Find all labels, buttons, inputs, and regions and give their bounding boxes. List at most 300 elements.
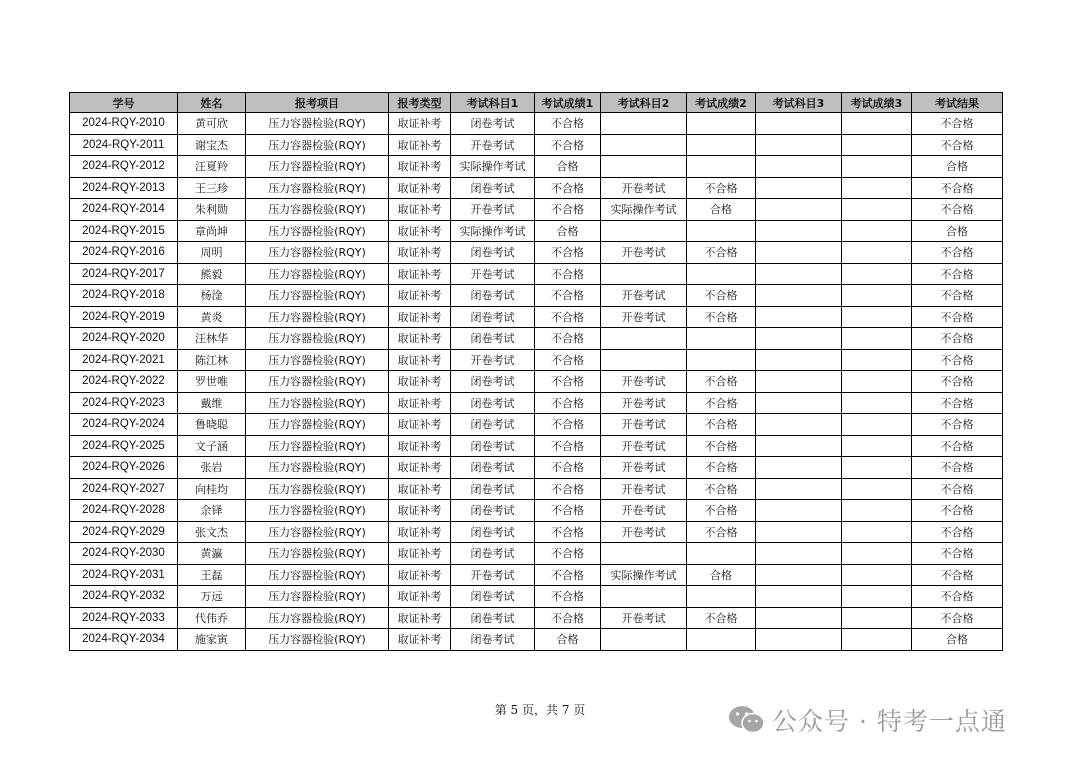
subject-2-cell: 开卷考试 (601, 521, 687, 543)
score-2-cell: 不合格 (687, 500, 756, 522)
subject-3-cell (756, 263, 842, 285)
score-1-cell: 不合格 (535, 607, 601, 629)
score-2-cell (687, 543, 756, 565)
subject-1-cell: 闭卷考试 (451, 242, 535, 264)
score-3-cell (842, 543, 912, 565)
score-2-cell (687, 113, 756, 135)
score-1-cell: 合格 (535, 220, 601, 242)
project-cell: 压力容器检验(RQY) (246, 199, 389, 221)
header-score-3: 考试成绩3 (842, 93, 912, 113)
subject-3-cell (756, 199, 842, 221)
subject-2-cell: 开卷考试 (601, 306, 687, 328)
result-cell: 不合格 (912, 134, 1003, 156)
subject-3-cell (756, 435, 842, 457)
table-row (70, 629, 1003, 651)
table-row (70, 500, 1003, 522)
score-2-cell: 不合格 (687, 285, 756, 307)
subject-1-cell: 开卷考试 (451, 564, 535, 586)
table-row (70, 607, 1003, 629)
student-id-cell: 2024-RQY-2025 (70, 435, 178, 457)
project-cell: 压力容器检验(RQY) (246, 220, 389, 242)
score-1-cell: 不合格 (535, 242, 601, 264)
name-cell: 陈江林 (178, 349, 246, 371)
score-3-cell (842, 478, 912, 500)
score-3-cell (842, 521, 912, 543)
score-3-cell (842, 371, 912, 393)
score-3-cell (842, 586, 912, 608)
score-1-cell: 不合格 (535, 586, 601, 608)
student-id-cell: 2024-RQY-2010 (70, 113, 178, 135)
score-2-cell (687, 156, 756, 178)
student-id-cell: 2024-RQY-2020 (70, 328, 178, 350)
subject-2-cell: 开卷考试 (601, 478, 687, 500)
subject-2-cell: 实际操作考试 (601, 564, 687, 586)
project-cell: 压力容器检验(RQY) (246, 435, 389, 457)
score-3-cell (842, 263, 912, 285)
result-cell: 不合格 (912, 113, 1003, 135)
type-cell: 取证补考 (389, 586, 451, 608)
subject-3-cell (756, 543, 842, 565)
table-row (70, 586, 1003, 608)
header-subject-3: 考试科目3 (756, 93, 842, 113)
result-cell: 不合格 (912, 607, 1003, 629)
result-cell: 不合格 (912, 543, 1003, 565)
project-cell: 压力容器检验(RQY) (246, 177, 389, 199)
type-cell: 取证补考 (389, 328, 451, 350)
type-cell: 取证补考 (389, 564, 451, 586)
score-3-cell (842, 199, 912, 221)
student-id-cell: 2024-RQY-2034 (70, 629, 178, 651)
student-id-cell: 2024-RQY-2018 (70, 285, 178, 307)
type-cell: 取证补考 (389, 414, 451, 436)
subject-1-cell: 闭卷考试 (451, 500, 535, 522)
project-cell: 压力容器检验(RQY) (246, 586, 389, 608)
type-cell: 取证补考 (389, 242, 451, 264)
student-id-cell: 2024-RQY-2017 (70, 263, 178, 285)
score-3-cell (842, 607, 912, 629)
project-cell: 压力容器检验(RQY) (246, 328, 389, 350)
subject-2-cell (601, 156, 687, 178)
subject-1-cell: 闭卷考试 (451, 457, 535, 479)
project-cell: 压力容器检验(RQY) (246, 263, 389, 285)
score-2-cell: 不合格 (687, 392, 756, 414)
project-cell: 压力容器检验(RQY) (246, 543, 389, 565)
subject-1-cell: 闭卷考试 (451, 328, 535, 350)
name-cell: 汪林华 (178, 328, 246, 350)
score-2-cell: 不合格 (687, 242, 756, 264)
score-3-cell (842, 457, 912, 479)
project-cell: 压力容器检验(RQY) (246, 607, 389, 629)
table-row (70, 113, 1003, 135)
subject-1-cell: 闭卷考试 (451, 177, 535, 199)
table-row (70, 328, 1003, 350)
type-cell: 取证补考 (389, 220, 451, 242)
subject-1-cell: 闭卷考试 (451, 392, 535, 414)
score-2-cell: 不合格 (687, 435, 756, 457)
subject-2-cell (601, 629, 687, 651)
watermark (728, 700, 1007, 740)
student-id-cell: 2024-RQY-2023 (70, 392, 178, 414)
score-1-cell: 不合格 (535, 134, 601, 156)
result-cell: 不合格 (912, 392, 1003, 414)
name-cell: 黄可欣 (178, 113, 246, 135)
score-3-cell (842, 435, 912, 457)
type-cell: 取证补考 (389, 478, 451, 500)
result-cell: 不合格 (912, 414, 1003, 436)
name-cell: 谢宝杰 (178, 134, 246, 156)
subject-1-cell: 闭卷考试 (451, 586, 535, 608)
name-cell: 王三珍 (178, 177, 246, 199)
project-cell: 压力容器检验(RQY) (246, 478, 389, 500)
student-id-cell: 2024-RQY-2016 (70, 242, 178, 264)
subject-1-cell: 闭卷考试 (451, 543, 535, 565)
subject-3-cell (756, 156, 842, 178)
score-1-cell: 不合格 (535, 371, 601, 393)
student-id-cell: 2024-RQY-2029 (70, 521, 178, 543)
subject-3-cell (756, 371, 842, 393)
header-student-id: 学号 (70, 93, 178, 113)
result-cell: 不合格 (912, 500, 1003, 522)
score-1-cell: 不合格 (535, 349, 601, 371)
type-cell: 取证补考 (389, 306, 451, 328)
result-cell: 不合格 (912, 306, 1003, 328)
score-1-cell: 不合格 (535, 285, 601, 307)
score-2-cell: 不合格 (687, 457, 756, 479)
project-cell: 压力容器检验(RQY) (246, 564, 389, 586)
score-1-cell: 不合格 (535, 263, 601, 285)
name-cell: 朱利勋 (178, 199, 246, 221)
subject-1-cell: 开卷考试 (451, 199, 535, 221)
header-project: 报考项目 (246, 93, 389, 113)
type-cell: 取证补考 (389, 629, 451, 651)
subject-3-cell (756, 349, 842, 371)
result-cell: 不合格 (912, 435, 1003, 457)
subject-2-cell: 开卷考试 (601, 242, 687, 264)
student-id-cell: 2024-RQY-2024 (70, 414, 178, 436)
score-3-cell (842, 156, 912, 178)
subject-1-cell: 闭卷考试 (451, 371, 535, 393)
name-cell: 向桂均 (178, 478, 246, 500)
subject-2-cell: 开卷考试 (601, 414, 687, 436)
project-cell: 压力容器检验(RQY) (246, 306, 389, 328)
project-cell: 压力容器检验(RQY) (246, 242, 389, 264)
score-1-cell: 不合格 (535, 457, 601, 479)
header-type: 报考类型 (389, 93, 451, 113)
score-3-cell (842, 629, 912, 651)
result-cell: 不合格 (912, 263, 1003, 285)
subject-3-cell (756, 629, 842, 651)
score-2-cell: 不合格 (687, 521, 756, 543)
score-1-cell: 不合格 (535, 306, 601, 328)
score-3-cell (842, 500, 912, 522)
subject-1-cell: 闭卷考试 (451, 629, 535, 651)
score-1-cell: 不合格 (535, 521, 601, 543)
name-cell: 张岩 (178, 457, 246, 479)
result-cell: 不合格 (912, 199, 1003, 221)
name-cell: 张文杰 (178, 521, 246, 543)
subject-1-cell: 开卷考试 (451, 134, 535, 156)
subject-1-cell: 闭卷考试 (451, 414, 535, 436)
score-3-cell (842, 113, 912, 135)
score-3-cell (842, 328, 912, 350)
subject-2-cell: 开卷考试 (601, 392, 687, 414)
student-id-cell: 2024-RQY-2012 (70, 156, 178, 178)
subject-3-cell (756, 285, 842, 307)
subject-2-cell: 开卷考试 (601, 457, 687, 479)
header-subject-1: 考试科目1 (451, 93, 535, 113)
score-1-cell: 合格 (535, 629, 601, 651)
project-cell: 压力容器检验(RQY) (246, 500, 389, 522)
subject-2-cell (601, 134, 687, 156)
table-row (70, 457, 1003, 479)
name-cell: 黄炎 (178, 306, 246, 328)
name-cell: 章尚坤 (178, 220, 246, 242)
results-table (69, 92, 1003, 651)
student-id-cell: 2024-RQY-2019 (70, 306, 178, 328)
name-cell: 熊毅 (178, 263, 246, 285)
table-row (70, 285, 1003, 307)
table-row (70, 263, 1003, 285)
page-number: 第 5 页，共 7 页 (494, 703, 586, 717)
score-2-cell: 不合格 (687, 306, 756, 328)
type-cell: 取证补考 (389, 134, 451, 156)
result-cell: 不合格 (912, 521, 1003, 543)
name-cell: 文子涵 (178, 435, 246, 457)
table-header-row (70, 93, 1003, 113)
subject-3-cell (756, 177, 842, 199)
score-3-cell (842, 220, 912, 242)
score-3-cell (842, 392, 912, 414)
project-cell: 压力容器检验(RQY) (246, 457, 389, 479)
score-1-cell: 不合格 (535, 543, 601, 565)
subject-1-cell: 开卷考试 (451, 349, 535, 371)
subject-2-cell (601, 543, 687, 565)
subject-1-cell: 实际操作考试 (451, 156, 535, 178)
subject-3-cell (756, 457, 842, 479)
name-cell: 代伟乔 (178, 607, 246, 629)
student-id-cell: 2024-RQY-2032 (70, 586, 178, 608)
score-2-cell: 合格 (687, 564, 756, 586)
subject-3-cell (756, 521, 842, 543)
table-row (70, 392, 1003, 414)
score-1-cell: 不合格 (535, 392, 601, 414)
result-cell: 不合格 (912, 177, 1003, 199)
subject-2-cell (601, 328, 687, 350)
subject-1-cell: 闭卷考试 (451, 478, 535, 500)
table-row (70, 242, 1003, 264)
student-id-cell: 2024-RQY-2022 (70, 371, 178, 393)
type-cell: 取证补考 (389, 607, 451, 629)
type-cell: 取证补考 (389, 543, 451, 565)
subject-1-cell: 实际操作考试 (451, 220, 535, 242)
name-cell: 罗世唯 (178, 371, 246, 393)
score-1-cell: 不合格 (535, 177, 601, 199)
subject-3-cell (756, 586, 842, 608)
score-1-cell: 不合格 (535, 564, 601, 586)
subject-1-cell: 开卷考试 (451, 263, 535, 285)
name-cell: 余铎 (178, 500, 246, 522)
type-cell: 取证补考 (389, 349, 451, 371)
project-cell: 压力容器检验(RQY) (246, 156, 389, 178)
subject-2-cell: 开卷考试 (601, 371, 687, 393)
subject-3-cell (756, 392, 842, 414)
table-row (70, 521, 1003, 543)
project-cell: 压力容器检验(RQY) (246, 113, 389, 135)
table-row (70, 199, 1003, 221)
result-cell: 合格 (912, 220, 1003, 242)
project-cell: 压力容器检验(RQY) (246, 414, 389, 436)
table-row (70, 220, 1003, 242)
subject-3-cell (756, 113, 842, 135)
header-score-2: 考试成绩2 (687, 93, 756, 113)
type-cell: 取证补考 (389, 435, 451, 457)
result-cell: 不合格 (912, 478, 1003, 500)
score-3-cell (842, 242, 912, 264)
score-2-cell: 合格 (687, 199, 756, 221)
result-cell: 不合格 (912, 457, 1003, 479)
score-3-cell (842, 285, 912, 307)
result-cell: 不合格 (912, 349, 1003, 371)
result-cell: 不合格 (912, 564, 1003, 586)
student-id-cell: 2024-RQY-2026 (70, 457, 178, 479)
score-2-cell: 不合格 (687, 414, 756, 436)
project-cell: 压力容器检验(RQY) (246, 285, 389, 307)
name-cell: 施家寅 (178, 629, 246, 651)
score-1-cell: 不合格 (535, 478, 601, 500)
table-row (70, 371, 1003, 393)
score-1-cell: 不合格 (535, 435, 601, 457)
table-body (70, 113, 1003, 651)
score-3-cell (842, 414, 912, 436)
student-id-cell: 2024-RQY-2015 (70, 220, 178, 242)
student-id-cell: 2024-RQY-2011 (70, 134, 178, 156)
name-cell: 鲁晓聪 (178, 414, 246, 436)
header-subject-2: 考试科目2 (601, 93, 687, 113)
table-row (70, 349, 1003, 371)
subject-3-cell (756, 414, 842, 436)
score-1-cell: 不合格 (535, 328, 601, 350)
type-cell: 取证补考 (389, 199, 451, 221)
score-2-cell (687, 586, 756, 608)
result-cell: 合格 (912, 629, 1003, 651)
score-1-cell: 不合格 (535, 414, 601, 436)
score-2-cell: 不合格 (687, 177, 756, 199)
name-cell: 杨淦 (178, 285, 246, 307)
type-cell: 取证补考 (389, 521, 451, 543)
subject-3-cell (756, 328, 842, 350)
type-cell: 取证补考 (389, 177, 451, 199)
subject-2-cell (601, 220, 687, 242)
type-cell: 取证补考 (389, 285, 451, 307)
subject-3-cell (756, 607, 842, 629)
type-cell: 取证补考 (389, 156, 451, 178)
type-cell: 取证补考 (389, 457, 451, 479)
student-id-cell: 2024-RQY-2033 (70, 607, 178, 629)
subject-3-cell (756, 220, 842, 242)
type-cell: 取证补考 (389, 392, 451, 414)
score-1-cell: 不合格 (535, 199, 601, 221)
project-cell: 压力容器检验(RQY) (246, 521, 389, 543)
subject-1-cell: 闭卷考试 (451, 306, 535, 328)
subject-2-cell (601, 349, 687, 371)
score-2-cell (687, 134, 756, 156)
subject-2-cell: 开卷考试 (601, 607, 687, 629)
subject-2-cell: 实际操作考试 (601, 199, 687, 221)
student-id-cell: 2024-RQY-2021 (70, 349, 178, 371)
table-row (70, 306, 1003, 328)
subject-2-cell (601, 586, 687, 608)
project-cell: 压力容器检验(RQY) (246, 392, 389, 414)
subject-3-cell (756, 306, 842, 328)
project-cell: 压力容器检验(RQY) (246, 349, 389, 371)
score-2-cell (687, 349, 756, 371)
score-2-cell: 不合格 (687, 478, 756, 500)
result-cell: 不合格 (912, 371, 1003, 393)
header-name: 姓名 (178, 93, 246, 113)
subject-2-cell: 开卷考试 (601, 435, 687, 457)
table-row (70, 478, 1003, 500)
score-2-cell: 不合格 (687, 371, 756, 393)
student-id-cell: 2024-RQY-2013 (70, 177, 178, 199)
subject-3-cell (756, 500, 842, 522)
subject-2-cell: 开卷考试 (601, 285, 687, 307)
table-row (70, 564, 1003, 586)
table-row (70, 177, 1003, 199)
project-cell: 压力容器检验(RQY) (246, 134, 389, 156)
subject-3-cell (756, 564, 842, 586)
name-cell: 王磊 (178, 564, 246, 586)
subject-1-cell: 闭卷考试 (451, 285, 535, 307)
score-3-cell (842, 349, 912, 371)
subject-1-cell: 闭卷考试 (451, 435, 535, 457)
student-id-cell: 2024-RQY-2028 (70, 500, 178, 522)
student-id-cell: 2024-RQY-2030 (70, 543, 178, 565)
type-cell: 取证补考 (389, 263, 451, 285)
type-cell: 取证补考 (389, 113, 451, 135)
subject-3-cell (756, 242, 842, 264)
project-cell: 压力容器检验(RQY) (246, 629, 389, 651)
student-id-cell: 2024-RQY-2027 (70, 478, 178, 500)
name-cell: 戴维 (178, 392, 246, 414)
score-3-cell (842, 564, 912, 586)
subject-3-cell (756, 134, 842, 156)
name-cell: 万远 (178, 586, 246, 608)
table-row (70, 134, 1003, 156)
type-cell: 取证补考 (389, 500, 451, 522)
score-3-cell (842, 306, 912, 328)
result-cell: 合格 (912, 156, 1003, 178)
subject-2-cell (601, 263, 687, 285)
table-row (70, 414, 1003, 436)
student-id-cell: 2024-RQY-2014 (70, 199, 178, 221)
name-cell: 黄瀛 (178, 543, 246, 565)
subject-2-cell: 开卷考试 (601, 500, 687, 522)
subject-2-cell: 开卷考试 (601, 177, 687, 199)
score-2-cell (687, 220, 756, 242)
header-score-1: 考试成绩1 (535, 93, 601, 113)
table-row (70, 543, 1003, 565)
subject-3-cell (756, 478, 842, 500)
subject-1-cell: 闭卷考试 (451, 521, 535, 543)
name-cell: 周明 (178, 242, 246, 264)
student-id-cell: 2024-RQY-2031 (70, 564, 178, 586)
table-row (70, 435, 1003, 457)
result-cell: 不合格 (912, 285, 1003, 307)
result-cell: 不合格 (912, 586, 1003, 608)
score-1-cell: 不合格 (535, 113, 601, 135)
subject-1-cell: 闭卷考试 (451, 113, 535, 135)
score-3-cell (842, 177, 912, 199)
